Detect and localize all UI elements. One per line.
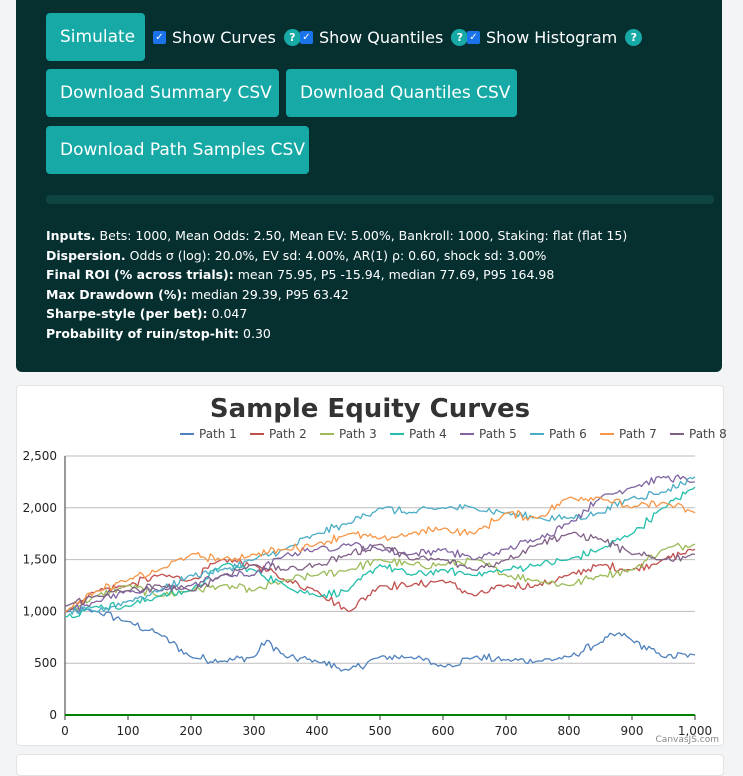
series-line-path-1 bbox=[65, 608, 695, 671]
stats-value: mean 75.95, P5 -15.94, median 77.69, P95 164.98 bbox=[237, 267, 555, 283]
x-tick-label: 300 bbox=[242, 724, 266, 738]
x-tick-label: 200 bbox=[179, 724, 203, 738]
legend-item[interactable]: Path 2 bbox=[269, 427, 307, 441]
show-histogram-label: Show Histogram bbox=[486, 28, 618, 47]
x-tick-label: 800 bbox=[557, 724, 581, 738]
series-line-path-3 bbox=[65, 543, 695, 611]
x-tick-label: 700 bbox=[494, 724, 518, 738]
stats-value: Bets: 1000, Mean Odds: 2.50, Mean EV: 5.00%, Bankroll: 1000, Staking: flat (flat 15) bbox=[99, 228, 628, 243]
x-tick-label: 500 bbox=[368, 724, 392, 738]
download-paths-button[interactable]: Download Path Samples CSV bbox=[46, 126, 309, 174]
x-tick-label: 400 bbox=[305, 724, 329, 738]
y-tick-label: 2,500 bbox=[22, 449, 57, 463]
stats-sharpe-line bbox=[46, 304, 627, 324]
y-tick-label: 1,500 bbox=[22, 552, 57, 567]
stats-ruin-line bbox=[46, 324, 627, 344]
x-tick-label: 1,000 bbox=[677, 724, 713, 738]
chart-credit[interactable]: CanvasJS.com bbox=[655, 735, 719, 745]
stats-value: 0.047 bbox=[211, 306, 248, 322]
legend-item[interactable]: Path 6 bbox=[549, 427, 587, 441]
stats-value: median 29.39, P95 63.42 bbox=[191, 286, 349, 302]
y-tick-label: 2,000 bbox=[22, 500, 57, 515]
legend-item[interactable]: Path 4 bbox=[409, 427, 447, 441]
show-quantiles-toggle[interactable] bbox=[300, 28, 468, 47]
chart-series bbox=[65, 475, 695, 715]
simulate-button[interactable]: Simulate bbox=[46, 13, 145, 61]
legend-item[interactable]: Path 7 bbox=[619, 427, 657, 441]
equity-chart-card bbox=[16, 385, 727, 746]
stats-inputs-line bbox=[46, 226, 627, 246]
legend-item[interactable]: Path 8 bbox=[689, 427, 727, 441]
legend-item[interactable]: Path 3 bbox=[339, 427, 377, 441]
chart-axes bbox=[23, 449, 713, 738]
chart-legend[interactable] bbox=[180, 427, 727, 441]
stats-roi-line bbox=[46, 265, 627, 285]
stats-dispersion-line bbox=[46, 246, 627, 266]
progress-bar bbox=[46, 195, 714, 204]
summary-stats bbox=[46, 226, 627, 344]
stats-label: Final ROI (% across trials): bbox=[46, 267, 234, 283]
x-tick-label: 600 bbox=[431, 724, 455, 738]
stats-value: Odds σ (log): 20.0%, EV sd: 4.00%, AR(1) ρ: 0.60, shock sd: 3.00% bbox=[129, 247, 547, 263]
download-summary-button[interactable]: Download Summary CSV bbox=[46, 69, 279, 117]
stats-label: Inputs. bbox=[46, 228, 96, 243]
download-quantiles-button[interactable]: Download Quantiles CSV bbox=[286, 69, 517, 117]
show-quantiles-label: Show Quantiles bbox=[319, 28, 444, 47]
stats-value: 0.30 bbox=[243, 325, 271, 341]
next-chart-card bbox=[16, 754, 724, 776]
x-tick-label: 100 bbox=[116, 724, 140, 738]
help-icon[interactable]: ? bbox=[284, 29, 301, 46]
stats-label: Probability of ruin/stop-hit: bbox=[46, 325, 240, 341]
show-curves-label: Show Curves bbox=[172, 28, 276, 47]
y-tick-label: 500 bbox=[34, 656, 57, 671]
checkbox-checked-icon[interactable]: ✓ bbox=[153, 31, 166, 44]
show-histogram-toggle[interactable] bbox=[467, 28, 642, 47]
y-tick-label: 0 bbox=[49, 708, 57, 722]
checkbox-checked-icon[interactable]: ✓ bbox=[467, 31, 480, 44]
chart-title: Sample Equity Curves bbox=[209, 394, 531, 424]
legend-item[interactable]: Path 5 bbox=[479, 427, 517, 441]
show-curves-toggle[interactable] bbox=[153, 28, 301, 47]
series-line-path-2 bbox=[65, 549, 695, 611]
stats-label: Dispersion. bbox=[46, 247, 126, 263]
legend-item[interactable]: Path 1 bbox=[199, 427, 237, 441]
checkbox-checked-icon[interactable]: ✓ bbox=[300, 31, 313, 44]
stats-label: Sharpe-style (per bet): bbox=[46, 306, 208, 322]
series-line-path-4 bbox=[65, 487, 695, 617]
stats-label: Max Drawdown (%): bbox=[46, 286, 188, 302]
series-line-path-7 bbox=[65, 497, 695, 611]
x-tick-label: 0 bbox=[61, 724, 69, 738]
help-icon[interactable]: ? bbox=[625, 29, 642, 46]
x-tick-label: 900 bbox=[620, 724, 644, 738]
help-icon[interactable]: ? bbox=[451, 29, 468, 46]
equity-chart bbox=[17, 386, 727, 745]
stats-drawdown-line bbox=[46, 285, 627, 305]
y-tick-label: 1,000 bbox=[22, 604, 57, 619]
